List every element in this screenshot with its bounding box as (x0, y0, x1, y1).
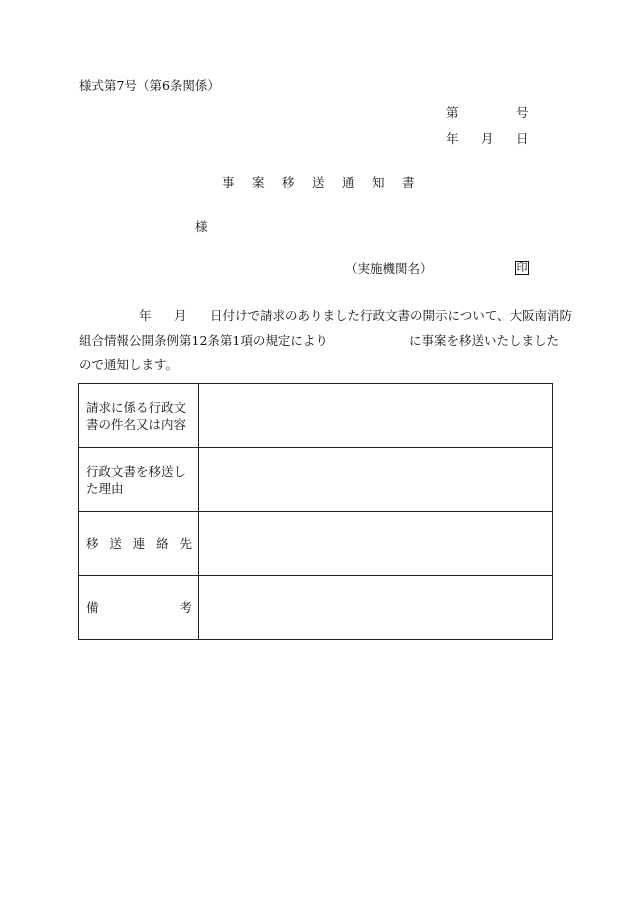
row-label-contact: 移送連絡先 (79, 512, 199, 576)
body-line-2 (79, 333, 560, 351)
table-row (79, 576, 553, 640)
transfer-details-table (78, 383, 553, 640)
row-label-transfer-reason: 行政文書を移送した理由 (79, 448, 199, 512)
body-year: 年 (139, 308, 152, 323)
body-text-3: ので通知します。 (79, 357, 179, 372)
agency-name-label: （実施機関名） (345, 261, 433, 276)
date-day: 日 (516, 131, 529, 146)
body-line-3 (79, 359, 553, 375)
row-label-remarks: 備 考 (79, 576, 199, 640)
table-row (79, 384, 553, 448)
addressee-honorific: 様 (195, 219, 208, 234)
document-number-row (446, 107, 528, 121)
body-text-1: 日付けで請求のありました行政文書の開示について、大阪南消防 (210, 308, 573, 323)
row-value-document-title (199, 384, 553, 448)
seal-mark: 印 (516, 261, 528, 274)
row-value-transfer-reason (199, 448, 553, 512)
body-month: 月 (174, 308, 187, 323)
body-text-2a: 組合情報公開条例第12条第1項の規定により (79, 333, 328, 348)
number-suffix: 号 (516, 105, 529, 120)
number-prefix: 第 (446, 105, 459, 120)
date-month: 月 (481, 131, 494, 146)
form-number-label: 様式第7号（第6条関係） (79, 78, 220, 93)
row-label-document-title: 請求に係る行政文書の件名又は内容 (79, 384, 199, 448)
body-text-2b: に事案を移送いたしました (409, 333, 560, 348)
table-row (79, 448, 553, 512)
row-value-remarks (199, 576, 553, 640)
date-row (446, 133, 528, 147)
document-title: 事案移送通知書 (222, 175, 433, 190)
table-row (79, 512, 553, 576)
body-line-1 (79, 308, 573, 326)
date-year: 年 (446, 131, 459, 146)
row-value-contact (199, 512, 553, 576)
